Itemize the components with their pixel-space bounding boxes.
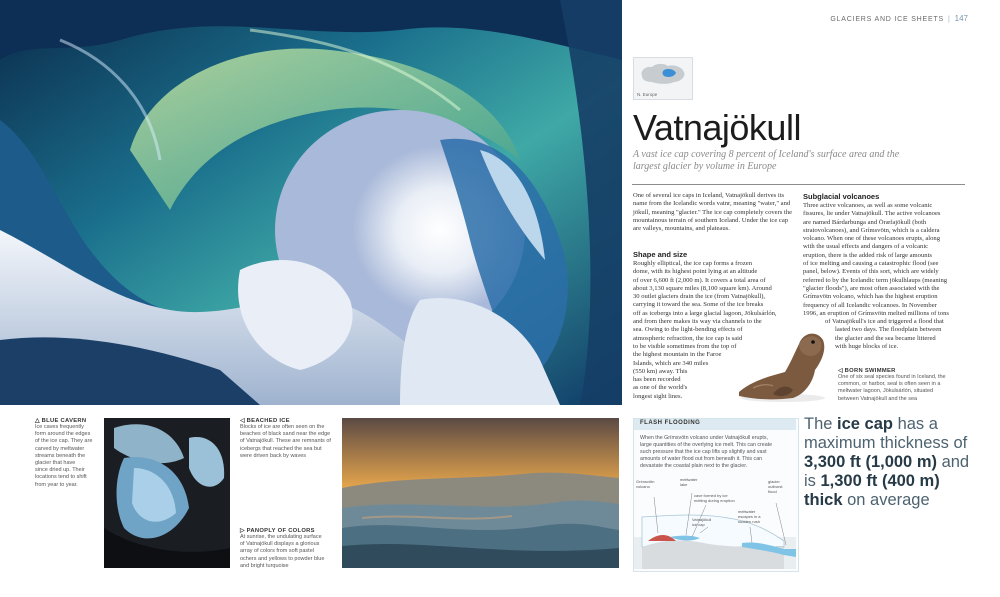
locator-label: N. Europe (637, 92, 658, 97)
caption-line: carved by meltwater (35, 445, 85, 452)
colors-caption (240, 528, 340, 570)
diagram-label: cave formed by ice (694, 493, 728, 498)
diagram-label: glacier (768, 479, 780, 484)
caption-line: and bright turquoise (240, 562, 289, 569)
page-number: 147 (954, 14, 968, 23)
header-separator: | (948, 16, 951, 23)
iceland-map-icon (634, 58, 692, 90)
text-line: of Vatnajökull's ice and triggered a flood that (825, 318, 944, 326)
caption-line: ochers and yellows to powder blue (240, 555, 325, 562)
caption-line: streams beneath the (35, 452, 86, 459)
text-line: large quantities of the overlying ice melt. This can create (640, 442, 773, 448)
diagram-label: volcano (636, 484, 650, 489)
text-line: has been recorded (633, 376, 681, 384)
diagram-label: Vatnajökull (692, 517, 712, 522)
harbor-seal-photo (733, 322, 828, 404)
fact-text: and is (804, 453, 970, 490)
text-line: Islands, which are 340 miles (633, 359, 709, 367)
fact-highlight: 1,300 ft (400 m) thick (804, 472, 940, 509)
text-line: the glacier and the sea became littered (835, 334, 936, 342)
title-rule (632, 184, 965, 185)
diagram-label: meltwater (738, 509, 756, 514)
text-line: carrying it toward the sea. Some of the ice breaks (633, 301, 764, 309)
diagram-label: melting during eruption (694, 498, 735, 503)
fact-highlight: 3,300 ft (1,000 m) (804, 453, 937, 471)
diagram-label: meltwater (680, 477, 698, 482)
caption-heading: ◁ BORN SWIMMER (838, 368, 896, 374)
text-line: fissures, lie under Vatnajökull. The active volcanoes (803, 210, 941, 218)
caption-line: One of six seal species found in Iceland, the (838, 374, 946, 380)
caption-line: locations tend to shift (35, 474, 87, 481)
diagram-label: escapes in a (738, 514, 761, 519)
fact-highlight: ice cap (837, 415, 893, 433)
panel-heading: FLASH FLOODING (640, 420, 701, 426)
diagram-label: outburst (768, 484, 783, 489)
text-line: Three active volcanoes, as well as some volcanic (803, 202, 933, 209)
text-line: frequency of all Icelandic volcanoes. In November (803, 301, 937, 309)
caption-heading: △ BLUE CAVERN (35, 418, 87, 424)
caption-heading: ◁ BEACHED ICE (240, 418, 290, 424)
subglacial-paragraph (803, 202, 978, 351)
page-subtitle: A vast ice cap covering 8 percent of Iceland's surface area and the largest glacier by volume in Europe (633, 149, 900, 172)
text-line: atmospheric refraction, the ice cap is said (633, 334, 743, 342)
text-line: 1996, an eruption of Grímsvötn melted millions of tons (803, 309, 949, 317)
text-line: sea. Owing to the light-bending effects of (633, 326, 743, 334)
fact-text: The (804, 415, 838, 433)
caption-line: array of colors from soft pastel (240, 548, 314, 555)
caption-line: Blocks of ice are often seen on the (240, 424, 325, 430)
ice-cave-photo (0, 0, 622, 405)
caption-line: were driven back by waves (240, 452, 307, 459)
caption-line: Ice caves frequently (35, 424, 84, 430)
panel-text (640, 435, 795, 470)
caption-line: of the ice cap. They are (35, 438, 93, 445)
text-line: of over 6,600 ft (2,000 m). It covers a total area of (633, 276, 766, 284)
caption-line: since dried up. Their (35, 467, 85, 474)
text-line: such pressure that the ice cap lifts up slightly and vast (640, 449, 767, 455)
shape-heading: Shape and size (633, 250, 688, 259)
fact-text: has a maximum thickness of (804, 415, 968, 452)
caption-heading: ▷ PANOPLY OF COLORS (240, 528, 315, 534)
text-line: as one of the world's (633, 384, 688, 392)
caption-line: meltwater lagoon, Jökulsárlón, situated (838, 388, 934, 395)
diagram-label: ice cap (692, 522, 705, 527)
text-line: dome, with its highest point lying at an altitude (633, 268, 758, 276)
text-line: (550 km) away. This (633, 367, 688, 375)
text-line: are named Bárdarbunga and Öræfajökull (both (803, 218, 927, 226)
cavern-caption (35, 418, 103, 489)
caption-line: between Vatnajökull and the sea (838, 395, 918, 402)
text-line: lasted two days. The floodplain between (835, 326, 942, 334)
diagram-label: lake (680, 482, 688, 487)
text-line: of ice melting and causing a catastrophic flood (see (803, 260, 939, 268)
diagram-label: sudden rush (738, 519, 761, 524)
caption-line: form around the edges (35, 431, 91, 438)
text-line: 30 outlet glaciers drain the ice (from Vatnajökull), (633, 293, 766, 301)
ice-thickness-fact (804, 415, 979, 510)
beached-ice-photo (104, 418, 230, 568)
flood-diagram (634, 475, 796, 569)
vatnajokull-sunrise-photo (342, 418, 619, 568)
caption-line: glacier that have (35, 460, 76, 467)
fact-text: on average (842, 491, 930, 509)
caption-line: beaches of black sand near the edge (240, 431, 331, 438)
text-line: with huge blocks of ice. (835, 343, 899, 351)
text-line: the highest mountain in the Faroe (633, 351, 722, 359)
text-line: longest sight lines. (633, 392, 683, 400)
caption-line: common, or harbor, seal is often seen in a (838, 381, 941, 388)
text-line: "glacier floods"), are most often associated with the (803, 284, 940, 292)
caption-line: icebergs that reached the sea but (240, 445, 322, 452)
text-line: volcano. When one of these volcanoes erupts, along (803, 235, 941, 243)
caption-line: of Vatnajökull. These are remnants of (240, 438, 331, 445)
seal-caption (838, 368, 978, 403)
text-line: Roughly elliptical, the ice cap forms a frozen (633, 260, 753, 267)
text-line: eruption, there is the added risk of large amounts (803, 251, 932, 259)
text-line: panel, below). Events of this sort, which are widely (803, 268, 939, 276)
section-title: GLACIERS AND ICE SHEETS (830, 16, 945, 23)
diagram-label: Grímsvötn (636, 479, 655, 484)
diagram-label: flood (768, 489, 777, 494)
page-title: Vatnajökull (633, 107, 801, 148)
text-line: and from there makes its way via channels to the (633, 318, 762, 326)
intro-paragraph: One of several ice caps in Iceland, Vatnajökull derives its name from the Icelandic words vatnr, meaning "water," and jökull, meaning "glacier." The ice cap completely covers the mountainous terrain of southern Iceland. Under the ice cap are valleys, mountains, and plateaus. (633, 192, 793, 233)
running-header (830, 14, 968, 23)
text-line: with the usual effects and dangers of a volcanic (803, 243, 929, 251)
text-line: referred to by the Icelandic term jökulhlaups (meaning (803, 276, 948, 284)
locator-map (633, 57, 693, 100)
text-line: off as icebergs into a large glacial lagoon, Jökulsárlón, (633, 309, 777, 317)
caption-line: At sunrise, the undulating surface (240, 534, 322, 540)
text-line: Grímsvötn volcano, which has the highest eruption (803, 293, 938, 301)
text-line: about 3,130 square miles (8,100 square km). Around (633, 284, 772, 292)
text-line: devastate the coastal plain next to the glacier. (640, 463, 748, 469)
text-line: stratovolcanoes), and Grímsvötn, which is a caldera (803, 226, 940, 234)
text-line: When the Grímsvötn volcano under Vatnajökull erupts, (640, 435, 768, 441)
caption-line: from year to year. (35, 481, 78, 488)
text-line: amounts of water flood out from beneath it. This can (640, 456, 763, 462)
caption-line: of Vatnajökull displays a glorious (240, 541, 320, 548)
subglacial-heading: Subglacial volcanoes (803, 192, 880, 201)
beached-caption (240, 418, 340, 460)
text-line: to be visible sometimes from the top of (633, 342, 737, 350)
